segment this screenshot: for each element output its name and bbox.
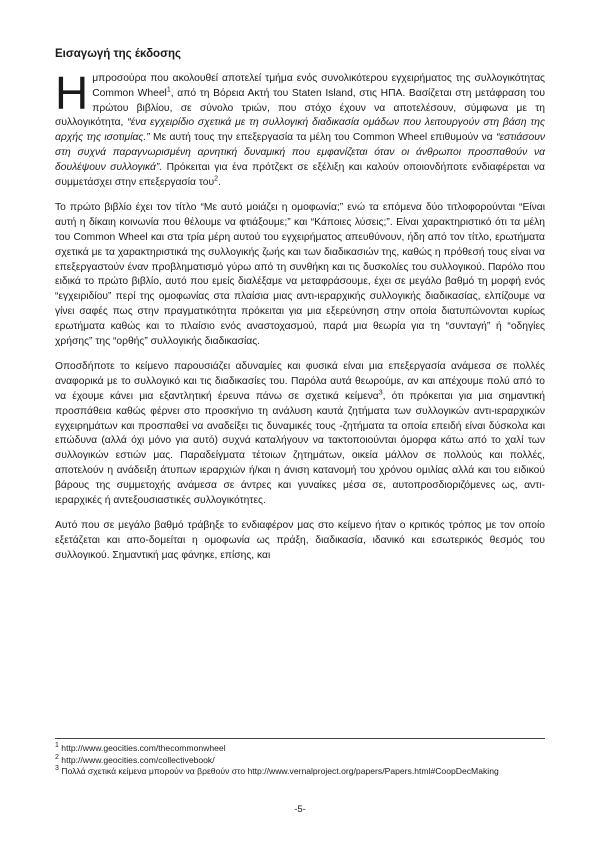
footnote-1 — [55, 743, 545, 755]
p1-text-1: μπροσούρα που ακολουθεί αποτελεί τμήμα ενός συνολικότερου εγχειρήματος της συλλογικότητας Common Wheel — [92, 73, 545, 99]
p1-quote-2: “εστιάσουν στη συχνά παραγνωρισμένη αρνητική δυναμική που εμφανίζεται όταν οι άνθρωποι προσπαθούν να δουλέψουν συλλογικά”. — [55, 132, 545, 173]
p1-text-3: Με αυτή τους την επεξεργασία τα μέλη του Common Wheel επιθυμούν να — [149, 132, 497, 144]
paragraph-4: Αυτό που σε μεγάλο βαθμό τράβηξε το ενδιαφέρον μας στο κείμενο ήταν ο κριτικός τρόπος με τον οποίο εξετάζεται και απο-δομείται η ομοφωνία ως πράξη, διαδικασία, ιδανικό και εσωτερικός θεσμός του συλλογικού. Σημαντική μας φάνηκε, επίσης, και — [55, 520, 545, 561]
footnote-number: 2 — [55, 753, 59, 761]
p1-text-2: , από τη Βόρεια Ακτή του Staten Island, στις ΗΠΑ. Βασίζεται στη μετάφραση του πρώτου βιβλίου, σε σύνολο τριών, που στόχο έχουν να αποτελέσουν, σύμφωνα με τη συλλογικότητα, — [55, 87, 545, 129]
footnote-text[interactable]: Πολλά σχετικά κείμενα μπορούν να βρεθούν στο http://www.vernalproject.org/papers/Papers.html#CoopDecMaking — [58, 766, 499, 776]
footnote-number: 3 — [55, 765, 59, 773]
p3-text-1: Οποσδήποτε το κείμενο παρουσιάζει αδυναμίες και φυσικά είναι μια επεξεργασία ανάμεσα σε πολλές αναφορικά με το συλλογικό και τις διαδικασίες του. Παρόλα αυτά θεωρούμε, αν και απέχουμε πολύ από το να έχουμε κάνει μια εξαντλητική έρευνα πάνω σε σχετικά κείμενα — [55, 361, 545, 402]
section-heading: Εισαγωγή της έκδοσης — [55, 48, 181, 60]
footnote-number: 1 — [55, 742, 59, 750]
p1-text-5: . — [218, 176, 221, 188]
footnote-link[interactable]: http://www.geocities.com/thecommonwheel — [58, 743, 226, 753]
footnote-ref-2[interactable]: 2 — [214, 175, 219, 183]
p1-text-4: Πρόκειται για ένα πρότζεκτ σε εξέλιξη και καλούν οποιονδήποτε ενδιαφέρεται να συμμετάσχει στην επεξεργασία του — [55, 161, 545, 188]
page-body — [55, 48, 545, 575]
p3-text-2: , ότι πρόκειται για μια σημαντική προσπάθεια καθώς φέρνει στο προσκήνιο τη ανάλυση καυτά ζητήματα των συλλογικών αντι-ιεραρχικών εγχειρημάτων και προσπαθεί να αναδείξει τις δυναμικές τους -ζητήματα τα οποία επειδή είναι δύσκολα και επώδυνα (αλλά όχι μόνο για αυτό) συχνά καταλήγουν να τακτοποιούνται όμορφα κάτω από το χαλί των συλλογικών εστιών μας. Παραδείγματα τέτοιων ζητημάτων, οικεία μάλλον σε πολλούς και πολλές, αποτελούν η ανάδειξη άτυπων ιεραρχιών ή/και η άνιση κατανομή του χρόνου ομιλίας αλλά και του ειδικού βάρους της συμμετοχής ανάμεσα σε άντρες και γυναίκες μέσα σε, αυτοπροσδιοριζόμενες ως, αντι-ιεραρχικές ή αντεξουσιαστικές συλλογικότητες. — [55, 390, 546, 506]
paragraph-1 — [55, 67, 545, 190]
footnote-ref-1[interactable]: 1 — [166, 86, 171, 94]
footnote-link[interactable]: http://www.geocities.com/collectivebook/ — [58, 754, 215, 765]
page-number: -5- — [294, 804, 306, 815]
footnote-3 — [55, 766, 545, 778]
footnote-2 — [55, 755, 545, 767]
paragraph-2: Το πρώτο βιβλίο έχει τον τίτλο “Με αυτό μοιάζει η ομοφωνία;” ενώ τα επόμενα δύο τιτλοφορούνται “Είναι αυτή η δίκαιη κοινωνία που θέλουμε να φτιάξουμε;” και “Κάποιες λύσεις;”. Είναι χαρακτηριστικό ότι τα μέλη του Common Wheel και στα τρία μέρη αυτού του εγχειρήματος απευθύνουν, ήδη από τον τίτλο, ερωτήματα σχετικά με τα χαρακτηριστικά της συλλογικής ζωής και των διαδικασιών της, καθώς η πρόθεσή τους είναι να επεξεργαστούν έναν προβληματισμό γύρω από τη συνθήκη και τις δυσκολίες του συλλογικού. Παρόλο που ειδικά το πρώτο βιβλίο, αυτό που εμείς διαλέξαμε να μεταφράσουμε, έχει σε μεγάλο βαθμό τη μορφή ενός “εγχειριδίου” περί της ομοφωνίας στα πλαίσια μιας αντι-ιεραρχικής συλλογικής διαδικασίας, ελπίζουμε να γίνει σαφές πως στην πραγματικότητα πρόκειται για μια εξερεύνηση στην οποία διατυπώνονται κυρίως ερωτήματα καθώς και το πλαίσιο ενός αναστοχασμού, παρά μια θεωρία για τη “συνταγή” ή “οδηγίες χρήσης” της “ορθής” συλλογικής διαδικασίας. — [55, 202, 545, 347]
p1-quote-1: “ένα εγχειρίδιο σχετικά με τη συλλογική διαδικασία ομάδων που λειτουργούν στη βάση της αρχής της ισοτιμίας.” — [55, 117, 545, 144]
drop-cap: Η — [55, 67, 89, 119]
footnote-ref-3[interactable]: 3 — [378, 389, 383, 397]
paragraph-3 — [55, 360, 545, 508]
footnotes — [55, 738, 545, 778]
